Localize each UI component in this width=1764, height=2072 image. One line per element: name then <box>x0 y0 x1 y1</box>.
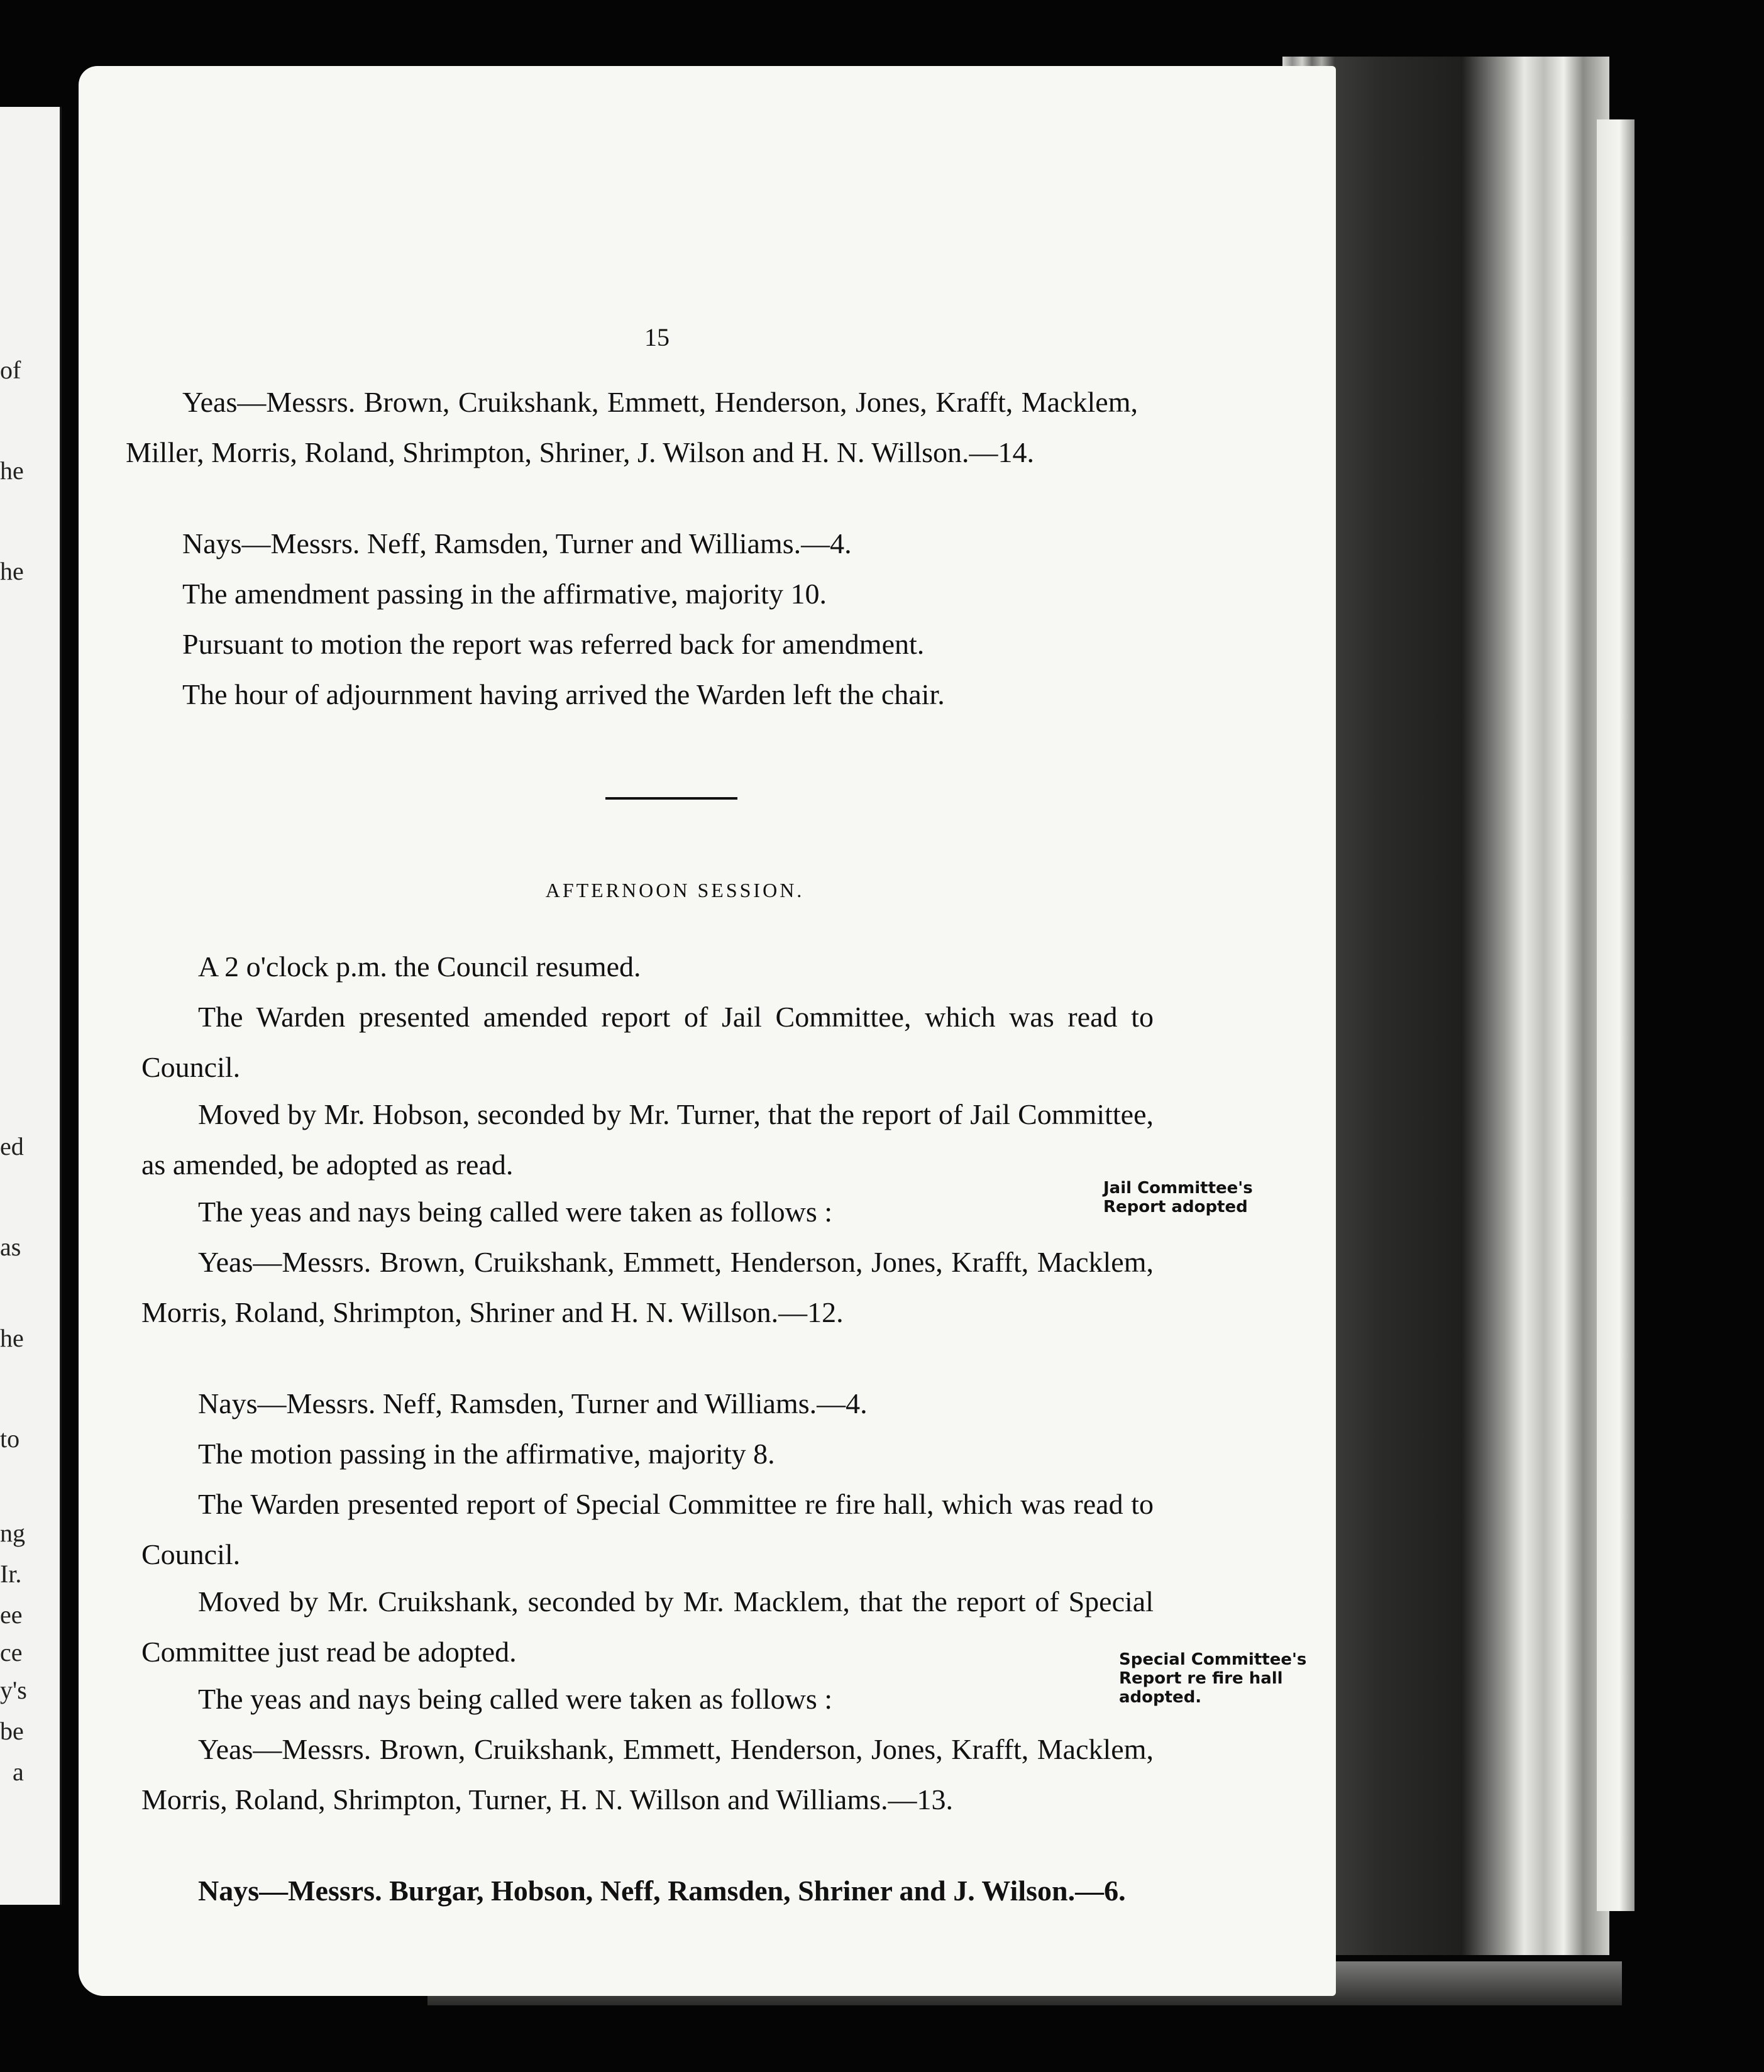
paragraph: Moved by Mr. Cruikshank, seconded by Mr. Macklem, that the report of Special Committee just read be adopted. <box>141 1585 1154 1668</box>
section-divider <box>605 797 737 800</box>
left-page-fragment: he <box>0 557 24 585</box>
paragraph: The amendment passing in the affirmative, majority 10. <box>182 578 827 610</box>
left-page-fragment: a <box>13 1758 24 1786</box>
page-number: 15 <box>644 323 670 351</box>
paragraph: Yeas—Messrs. Brown, Cruikshank, Emmett, Henderson, Jones, Krafft, Macklem, Morris, Roland, Shrimpton, Shriner and H. N. Willson.—12. <box>141 1246 1154 1328</box>
section-heading: AFTERNOON SESSION. <box>545 879 805 901</box>
left-page-fragment: to <box>0 1425 20 1453</box>
paragraph: The yeas and nays being called were taken as follows : <box>198 1683 833 1715</box>
paragraph: Moved by Mr. Hobson, seconded by Mr. Turner, that the report of Jail Committee, as amended, be adopted as read. <box>141 1098 1154 1181</box>
paragraph: A 2 o'clock p.m. the Council resumed. <box>198 951 641 983</box>
margin-note: Special Committee's Report re fire hall adopted. <box>1119 1650 1307 1707</box>
paragraph: The Warden presented amended report of Jail Committee, which was read to Council. <box>141 1001 1154 1083</box>
left-page-fragment: Ir. <box>0 1560 22 1588</box>
book-cover-edge <box>1597 119 1634 1911</box>
book-page <box>79 66 1336 1996</box>
paragraph: Nays—Messrs. Neff, Ramsden, Turner and Williams.—4. <box>198 1387 868 1419</box>
paragraph: Nays—Messrs. Neff, Ramsden, Turner and Williams.—4. <box>182 527 852 559</box>
left-page-fragment: he <box>0 1324 24 1352</box>
left-page-fragment: ed <box>0 1132 24 1160</box>
left-page-fragment: ng <box>0 1519 25 1547</box>
paragraph: The hour of adjournment having arrived the Warden left the chair. <box>182 678 945 710</box>
paragraph: The yeas and nays being called were taken as follows : <box>198 1196 833 1228</box>
left-page-fragment: as <box>0 1233 21 1261</box>
paragraph: The motion passing in the affirmative, majority 8. <box>198 1438 775 1470</box>
left-page-fragment: he <box>0 456 24 485</box>
paragraph: The Warden presented report of Special Committee re fire hall, which was read to Council. <box>141 1488 1154 1570</box>
left-page-fragment: y's <box>0 1676 27 1704</box>
left-page-fragment: be <box>0 1717 24 1745</box>
margin-note: Jail Committee's Report adopted <box>1103 1179 1253 1216</box>
paragraph: Nays—Messrs. Burgar, Hobson, Neff, Ramsden, Shriner and J. Wilson.—6. <box>198 1875 1126 1907</box>
left-page-fragment: of <box>0 356 21 384</box>
paragraph: Pursuant to motion the report was referred back for amendment. <box>182 628 925 660</box>
left-page-fragment: ee <box>0 1601 23 1629</box>
paragraph: Yeas—Messrs. Brown, Cruikshank, Emmett, Henderson, Jones, Krafft, Macklem, Morris, Roland, Shrimpton, Turner, H. N. Willson and Williams.—13. <box>141 1733 1154 1816</box>
left-page-fragment: ce <box>0 1638 23 1667</box>
paragraph: Yeas—Messrs. Brown, Cruikshank, Emmett, Henderson, Jones, Krafft, Macklem, Miller, Morris, Roland, Shrimpton, Shriner, J. Wilson and H. N. Willson.—14. <box>126 386 1138 468</box>
